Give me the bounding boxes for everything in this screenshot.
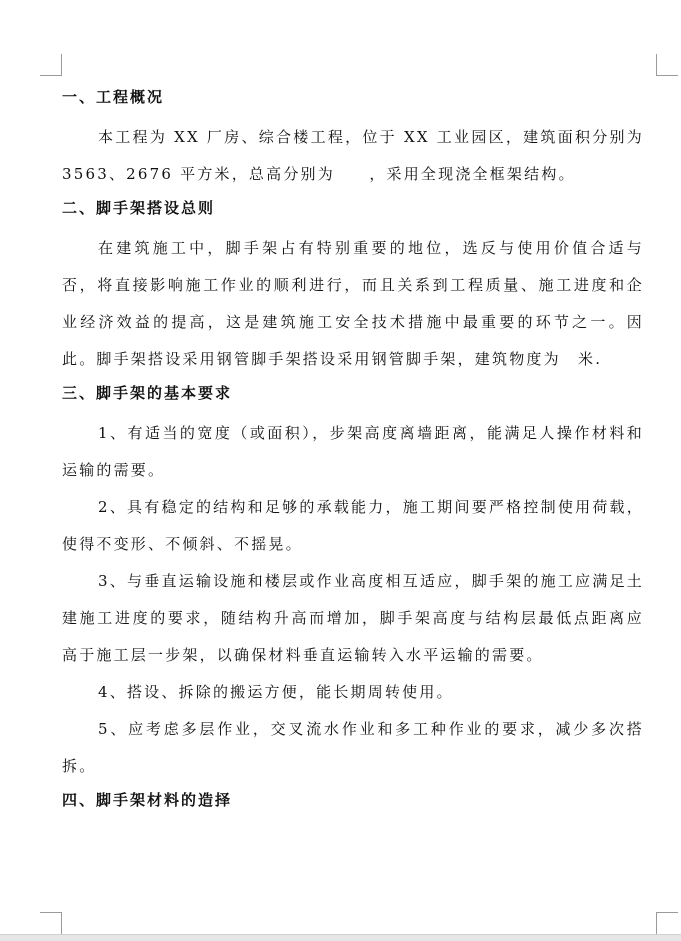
paragraph-requirement-5: 5、应考虑多层作业，交叉流水作业和多工种作业的要求，减少多次搭拆。	[62, 720, 644, 775]
paragraph-general-rules: 在建筑施工中，脚手架占有特别重要的地位，选反与使用价值合适与否，将直接影响施工作业的顺利进行，而且关系到工程质量、施工进度和企业经济效益的提高，这是建筑施工安全技术措施中最重要的环节之一。因此。脚手架搭设采用钢管脚手架搭设采用钢管脚手架，建筑物度为 米.	[62, 239, 644, 368]
paragraph-requirement-2: 2、具有稳定的结构和足够的承载能力，施工期间要严格控制使用荷载，使得不变形、不倾斜、不摇晃。	[62, 498, 644, 553]
section-heading-materials: 四、脚手架材料的造择	[62, 791, 233, 809]
section-heading-basic-requirements: 三、脚手架的基本要求	[62, 384, 233, 402]
crop-mark-top-left	[40, 54, 62, 76]
crop-mark-top-right	[656, 54, 678, 76]
paragraph-requirement-4: 4、搭设、拆除的搬运方便，能长期周转使用。	[98, 683, 454, 701]
section-heading-general-rules: 二、脚手架搭设总则	[62, 199, 216, 217]
paragraph-requirement-1: 1、有适当的宽度（或面积），步架高度离墙距离，能满足人操作材料和运输的需要。	[62, 424, 644, 479]
document-body	[62, 82, 644, 822]
paragraph-overview: 本工程为 XX 厂房、综合楼工程，位于 XX 工业园区，建筑面积分别为 3563、2676 平方米，总高分别为 ，采用全现浇全框架结构。	[62, 128, 644, 183]
crop-mark-bottom-left	[40, 912, 62, 934]
paragraph-requirement-3: 3、与垂直运输设施和楼层或作业高度相互适应，脚手架的施工应满足土建施工进度的要求，随结构升高而增加，脚手架高度与结构层最低点距离应高于施工层一步架，以确保材料垂直运输转入水平运输的需要。	[62, 572, 644, 664]
section-heading-overview: 一、工程概况	[62, 88, 165, 106]
crop-mark-bottom-right	[656, 912, 678, 934]
